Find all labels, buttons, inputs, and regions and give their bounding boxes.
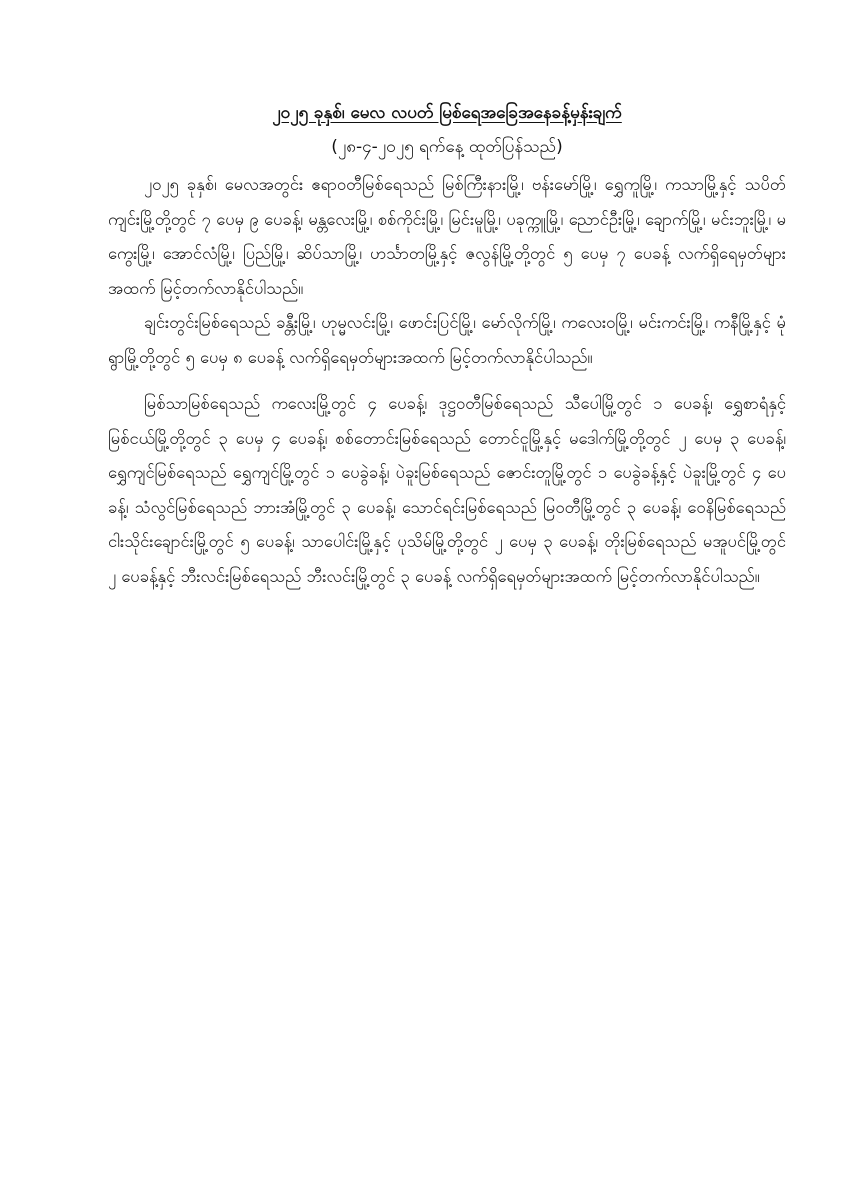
document-title [108, 96, 786, 130]
paragraph-chindwin: ချင်းတွင်းမြစ်ရေသည် ခန္တီးမြို့၊ ဟုမ္မလင်းမြို့၊ ဖောင်းပြင်မြို့၊ မော်လိုက်မြို့၊ ကလေးဝမြို့၊ မင်းကင်းမြို့၊ ကနီမြို့နှင့် မုံရွာမြို့တို့တွင် ၅ ပေမှ ၈ ပေခန့် လက်ရှိရေမှတ်များအထက် မြင့်တက်လာနိုင်ပါသည်။ [108, 313, 786, 367]
paragraph-other-rivers: မြစ်သာမြစ်ရေသည် ကလေးမြို့တွင် ၄ ပေခန့်၊ ဒုဋ္ဌဝတီမြစ်ရေသည် သီပေါမြို့တွင် ၁ ပေခန့်၊ ရွှေစာရံနှင့် မြစ်ငယ်မြို့တို့တွင် ၃ ပေမှ ၄ ပေခန့်၊ စစ်တောင်းမြစ်ရေသည် တောင်ငူမြို့နှင့် မဒေါက်မြို့တို့တွင် ၂ ပေမှ ၃ ပေခန့်၊ ရွှေကျင်မြစ်ရေသည် ရွှေကျင်မြို့တွင် ၁ ပေခွဲခန့်၊ ပဲခူးမြစ်ရေသည် ဇောင်းတူမြို့တွင် ၁ ပေခွဲခန့်နှင့် ပဲခူးမြို့တွင် ၄ ပေခန့်၊ သံလွင်မြစ်ရေသည် ဘားအံမြို့တွင် ၃ ပေခန့်၊ သောင်ရင်းမြစ်ရေသည် မြဝတီမြို့တွင် ၃ ပေခန့်၊ ဝေနိမြစ်ရေသည် ငါးသိုင်းချောင်းမြို့တွင် ၅ ပေခန့်၊ သာပေါင်းမြို့နှင့် ပုသိမ်မြို့တို့တွင် ၂ ပေမှ ၃ ပေခန့်၊ တိုးမြစ်ရေသည် မအူပင်မြို့တွင် ၂ ပေခန့်နှင့် ဘီးလင်းမြစ်ရေသည် ဘီးလင်းမြို့တွင် ၃ ပေခန့် လက်ရှိရေမှတ်များအထက် မြင့်တက်လာနိုင်ပါသည်။ [108, 394, 786, 586]
document-page [108, 96, 786, 594]
paragraph-irrawaddy: ၂၀၂၅ ခုနှစ်၊ မေလအတွင်း ဧရာဝတီမြစ်ရေသည် မြစ်ကြီးနားမြို့၊ ဗန်းမော်မြို့၊ ရွှေကူမြို့၊ ကသာမြို့နှင့် သပိတ်ကျင်းမြို့တို့တွင် ၇ ပေမှ ၉ ပေခန့်၊ မန္တလေးမြို့၊ စစ်ကိုင်းမြို့၊ မြင်းမူမြို့၊ ပခုက္ကူမြို့၊ ညောင်ဦးမြို့၊ ချောက်မြို့၊ မင်းဘူးမြို့၊ မကွေးမြို့၊ အောင်လံမြို့၊ ပြည်မြို့၊ ဆိပ်သာမြို့၊ ဟင်္သာတမြို့နှင့် ဇလွန်မြို့တို့တွင် ၅ ပေမှ ၇ ပေခန့် လက်ရှိရေမှတ်များအထက် မြင့်တက်လာနိုင်ပါသည်။ [108, 175, 786, 298]
document-subtitle: (၂၈-၄-၂၀၂၅ ရက်နေ့ ထုတ်ပြန်သည်) [331, 137, 563, 157]
document-title-text: ၂၀၂၅ ခုနှစ်၊ မေလ လပတ် မြစ်ရေအခြေအနေခန့်မှန်းချက် [272, 103, 622, 123]
